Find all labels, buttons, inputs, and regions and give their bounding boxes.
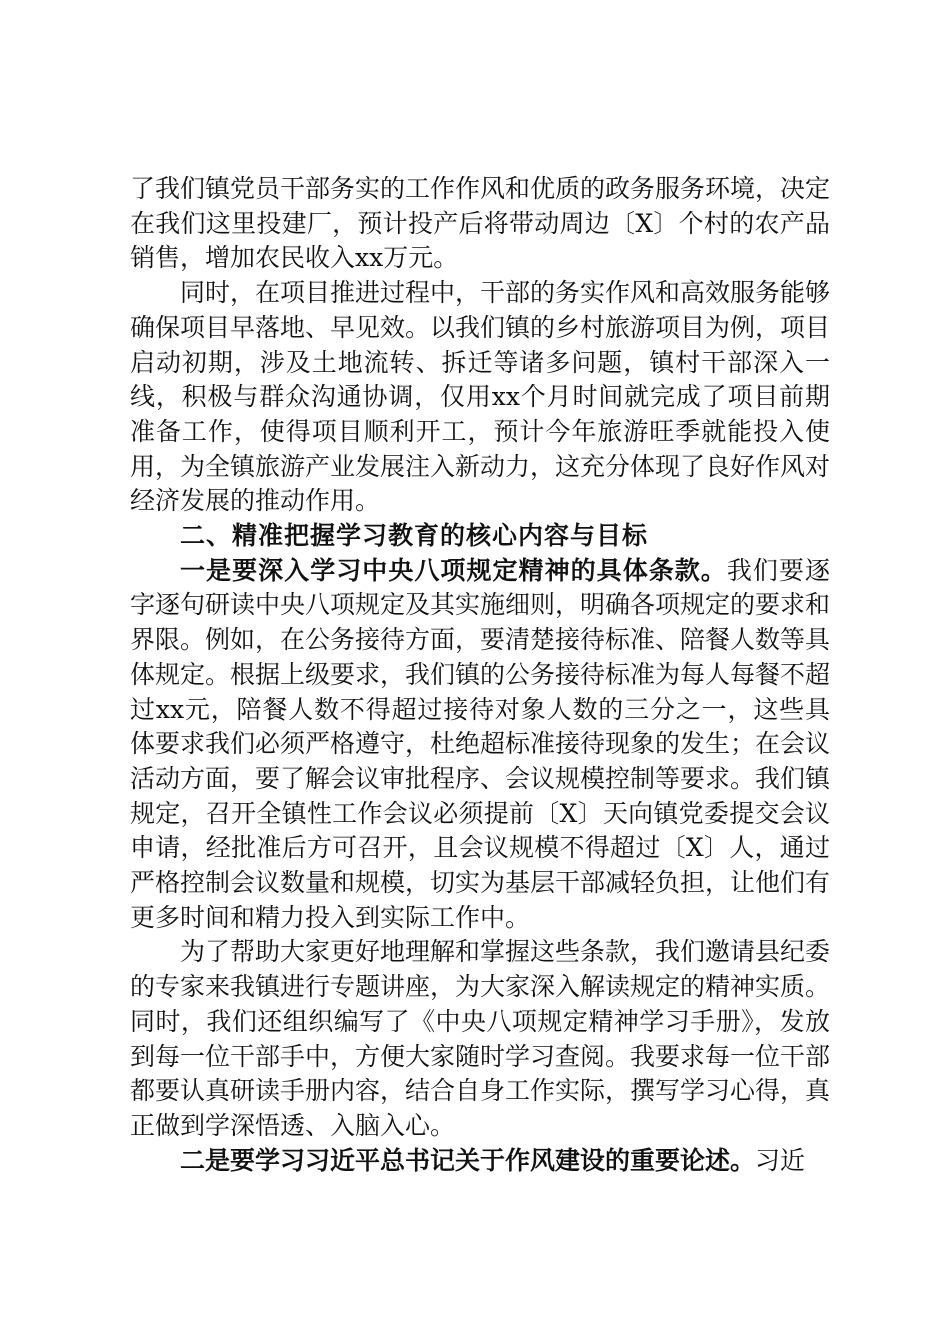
point-one-lead: 一是要深入学习中央八项规定精神的具体条款。	[180, 555, 727, 585]
point-one-body: 我们要逐字逐句研读中央八项规定及其实施细则，明确各项规定的要求和界限。例如，在公务接待方面，要清楚接待标准、陪餐人数等具体规定。根据上级要求，我们镇的公务接待标准为每人每餐不超过xx元，陪餐人数不得超过接待对象人数的三分之一，这些具体要求我们必须严格遵守，杜绝超标准接待现象的发生；在会议活动方面，要了解会议审批程序、会议规模控制等要求。我们镇规定，召开全镇性工作会议必须提前〔X〕天向镇党委提交会议申请，经批准后方可召开，且会议规模不得超过〔X〕人，通过严格控制会议数量和规模，切实为基层干部减轻负担，让他们有更多时间和精力投入到实际工作中。	[130, 555, 831, 932]
section-heading: 二、精准把握学习教育的核心内容与目标	[180, 521, 649, 551]
document-body	[130, 172, 830, 1178]
point-two-body: 习近	[755, 1145, 806, 1175]
point-two-lead: 二是要学习习近平总书记关于作风建设的重要论述。	[180, 1145, 756, 1175]
paragraph-project-progress: 同时，在项目推进过程中，干部的务实作风和高效服务能够确保项目早落地、早见效。以我们镇的乡村旅游项目为例，项目启动初期，涉及土地流转、拆迁等诸多问题，镇村干部深入一线，积极与群众沟通协调，仅用xx个月时间就完成了项目前期准备工作，使得项目顺利开工，预计今年旅游旺季就能投入使用，为全镇旅游产业发展注入新动力，这充分体现了良好作风对经济发展的推动作用。	[130, 278, 831, 516]
paragraph-point-two	[130, 1144, 830, 1179]
paragraph-point-one	[130, 554, 830, 936]
paragraph-continuation: 了我们镇党员干部务实的工作作风和优质的政务服务环境，决定在我们这里投建厂，预计投产后将带动周边〔X〕个村的农产品销售，增加农民收入xx万元。	[130, 174, 831, 273]
paragraph-lecture-handbook: 为了帮助大家更好地理解和掌握这些条款，我们邀请县纪委的专家来我镇进行专题讲座，为大家深入解读规定的精神实质。同时，我们还组织编写了《中央八项规定精神学习手册》，发放到每一位干部手中，方便大家随时学习查阅。我要求每一位干部都要认真研读手册内容，结合自身工作实际，撰写学习心得，真正做到学深悟透、入脑入心。	[130, 937, 831, 1140]
